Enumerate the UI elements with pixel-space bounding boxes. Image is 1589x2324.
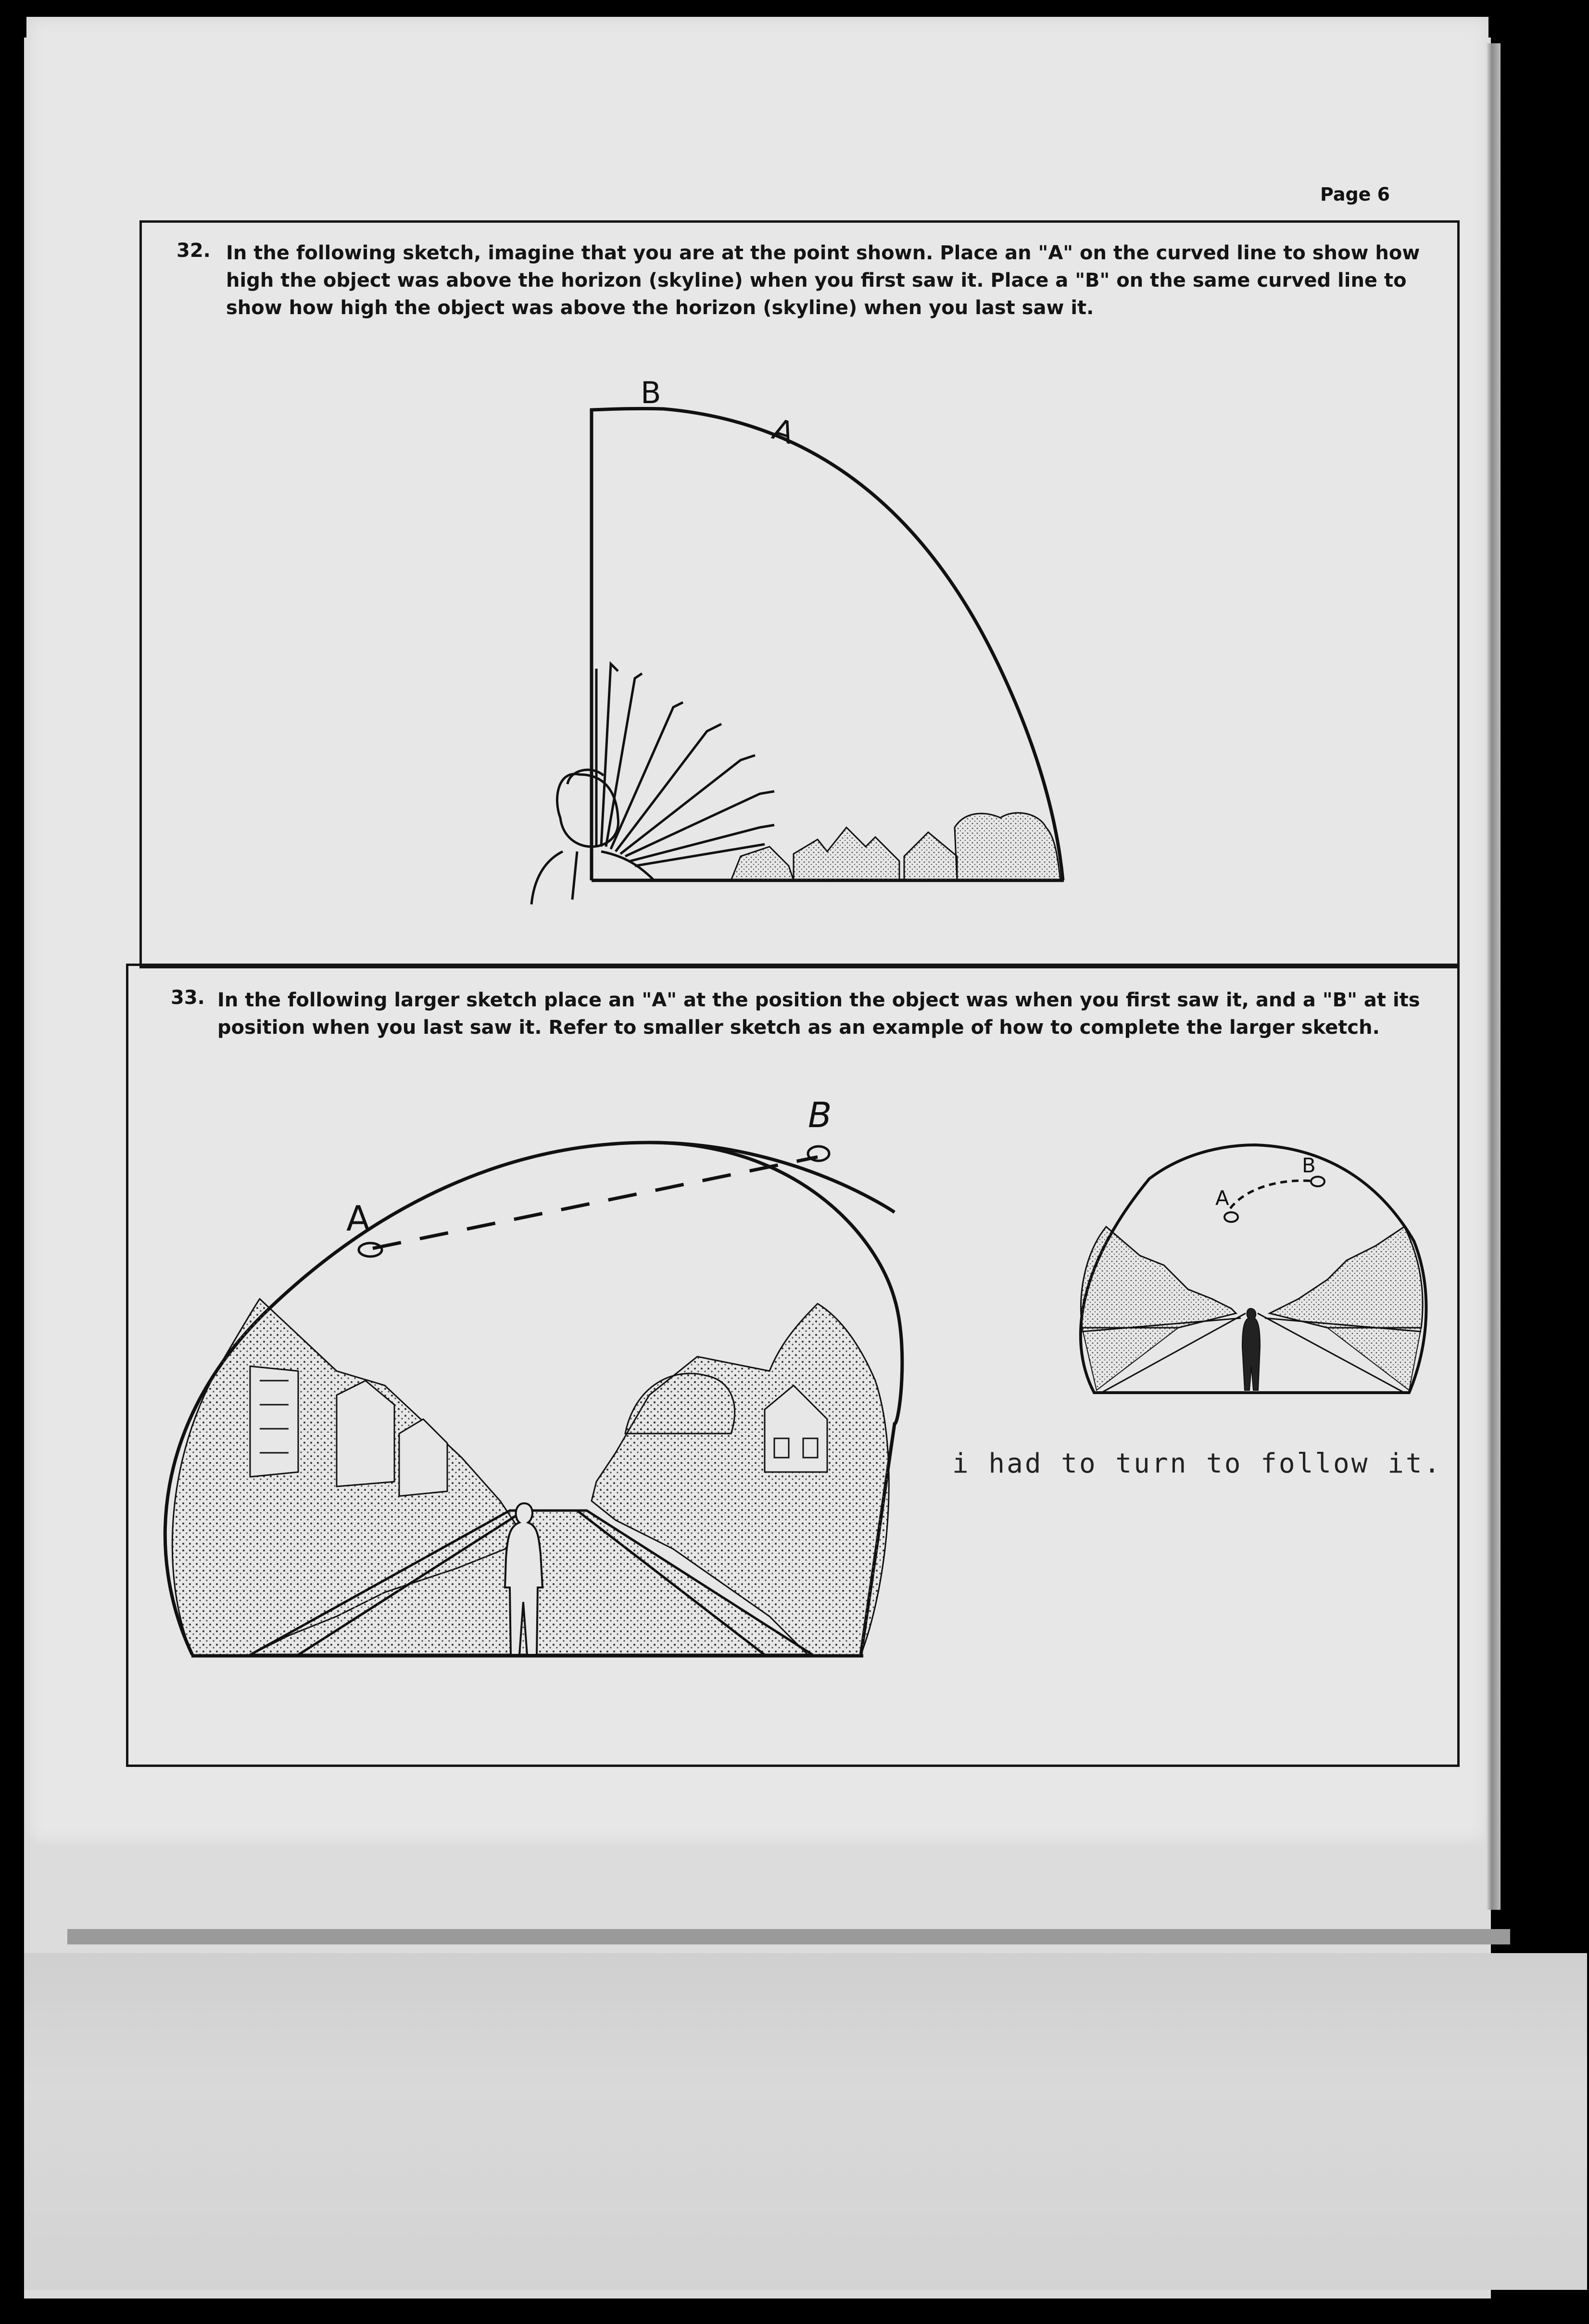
question-32-line: show how high the object was above the horizon (skyline) when you last saw it. — [226, 297, 1094, 319]
typed-answer: i had to turn to follow it. — [952, 1448, 1442, 1479]
large-mark-a: A — [346, 1198, 370, 1239]
page-number: Page 6 — [1320, 184, 1390, 205]
question-33-line: In the following larger sketch place an "A" at the position the object was when you first saw it, and a "B" at its — [217, 989, 1420, 1011]
question-33-line: position when you last saw it. Refer to smaller sketch as an example of how to complete the larger sketch. — [217, 1016, 1380, 1039]
question-33-number: 33. — [171, 987, 205, 1009]
large-mark-b: B — [808, 1095, 832, 1135]
skyline-houses — [731, 813, 1060, 880]
question-32-line: In the following sketch, imagine that you are at the point shown. Place an "A" on the curved line to show how — [226, 242, 1420, 264]
small-mark-a: A — [1215, 1186, 1229, 1210]
large-dome-sketch — [165, 1095, 902, 1656]
question-32-line: high the object was above the horizon (skyline) when you first saw it. Place a "B" on the same curved line to — [226, 269, 1407, 292]
quarter-circle-sketch — [531, 375, 1064, 904]
small-mark-b: B — [1302, 1154, 1316, 1177]
small-dome-example — [1081, 1145, 1426, 1393]
question-32-number: 32. — [177, 240, 211, 262]
flight-path-dashed — [373, 1157, 818, 1248]
position-circle-a — [359, 1243, 382, 1257]
answer-mark-b: B — [641, 375, 661, 410]
answer-mark-a: A — [768, 411, 799, 451]
position-circle-b — [808, 1146, 829, 1161]
